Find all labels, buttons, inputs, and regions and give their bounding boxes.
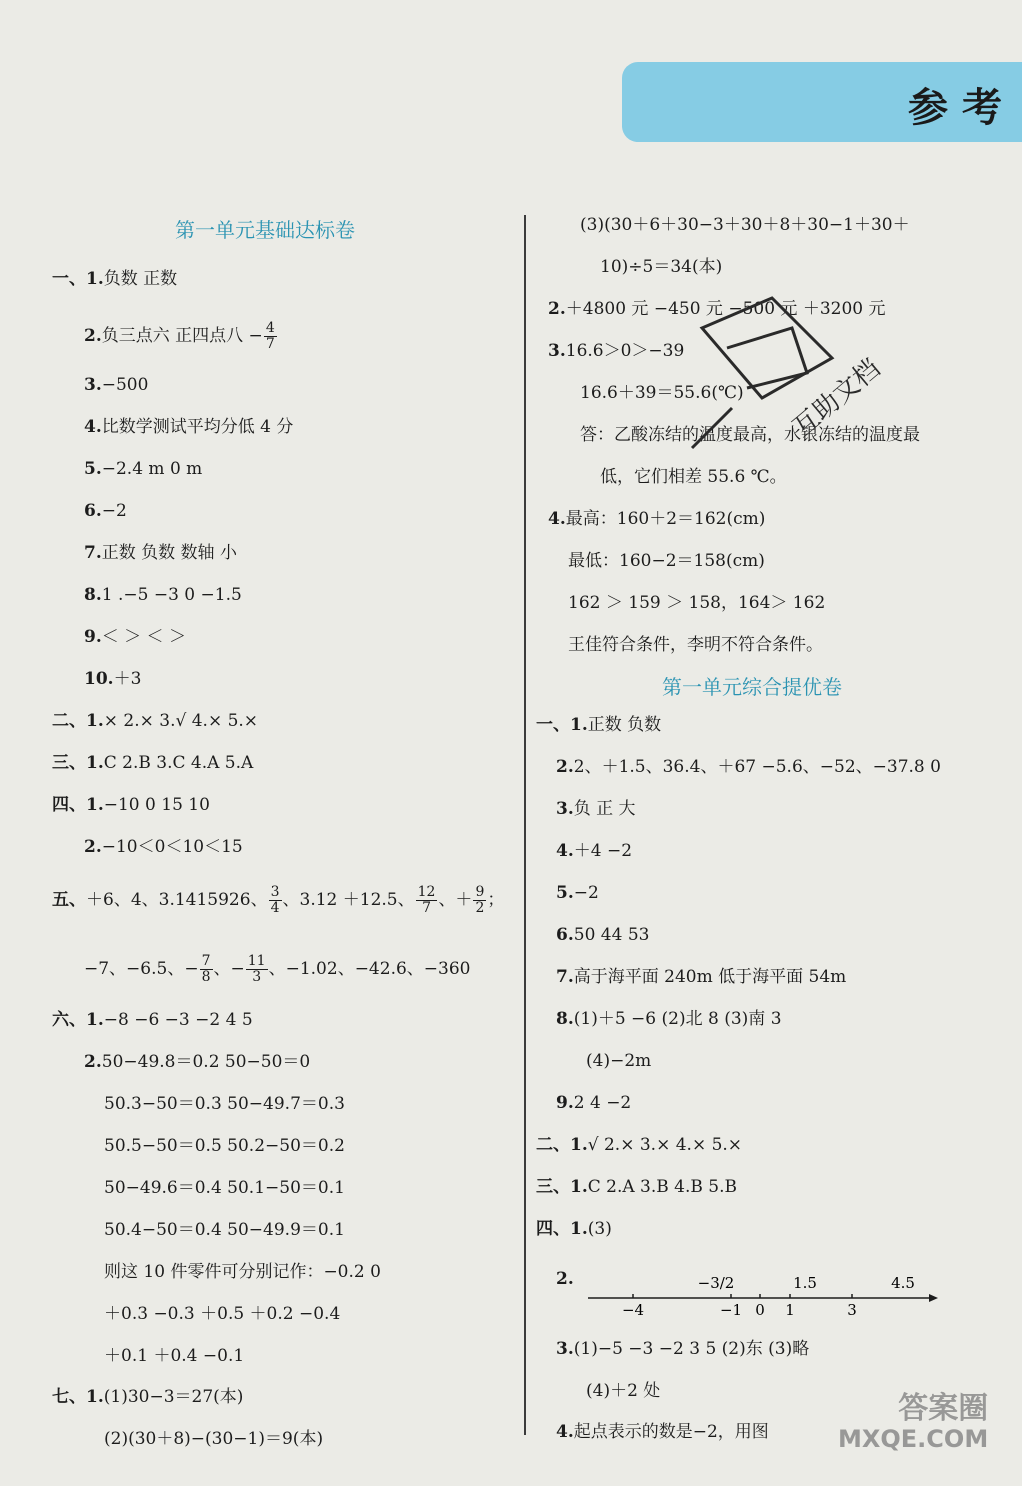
answer-line	[52, 954, 470, 985]
answer-line	[52, 1135, 345, 1157]
answer-text: −10＜0＜10＜15	[101, 837, 243, 857]
answer-text: ；	[487, 890, 505, 910]
answer-line	[548, 550, 765, 572]
fraction-11-3-denominator: 3	[252, 969, 262, 985]
question-number: 1.	[86, 795, 104, 815]
fraction-4-7	[264, 321, 277, 352]
answer-text: 最高：160＋2＝162(cm)	[565, 509, 766, 529]
fraction-12-7-numerator: 12	[417, 884, 436, 900]
answer-text: −2	[101, 501, 127, 521]
answer-line	[536, 1338, 809, 1360]
answer-line	[536, 1176, 737, 1198]
answer-text: 负 正 大	[573, 799, 636, 819]
question-number: 1.	[86, 1010, 104, 1030]
question-number: 3.	[84, 375, 102, 395]
answer-text: (1)30−3＝27(本)	[103, 1387, 244, 1407]
question-number: 3.	[556, 799, 574, 819]
answer-text: √ 2.× 3.× 4.× 5.×	[587, 1135, 743, 1155]
answer-line	[52, 710, 258, 732]
answer-line	[52, 458, 202, 480]
answer-line	[52, 752, 253, 774]
answer-line	[548, 214, 910, 236]
answer-text: (1)−5 −3 −2 3 5 (2)东 (3)略	[573, 1339, 810, 1359]
answer-line	[52, 1261, 381, 1283]
answer-line	[52, 416, 293, 438]
question-number: 2.	[548, 299, 566, 319]
answer-text: 负数 正数	[103, 269, 178, 289]
answer-text: −2	[573, 883, 599, 903]
header-title: 参考	[908, 85, 1016, 131]
question-marker: 七、	[52, 1387, 86, 1407]
answer-text: 50.3−50＝0.3 50−49.7＝0.3	[104, 1094, 345, 1114]
question-number: 3.	[556, 1339, 574, 1359]
answer-text: 50 44 53	[573, 925, 650, 945]
answer-text: −2.4 m 0 m	[101, 459, 203, 479]
answer-line	[52, 1009, 253, 1031]
question-number: 2.	[84, 837, 102, 857]
answer-text: 、−1.02、−42.6、−360	[268, 959, 471, 979]
number-line-label: 0	[755, 1301, 765, 1319]
question-marker: 三、	[52, 753, 86, 773]
answer-text: × 2.× 3.√ 4.× 5.×	[103, 711, 259, 731]
answer-line	[52, 1093, 345, 1115]
fraction-3-4	[269, 885, 282, 916]
answer-text: 负三点六 正四点八 −	[101, 326, 263, 346]
fraction-3-4-numerator: 3	[270, 884, 280, 900]
question-marker: 二、	[52, 711, 86, 731]
answer-line	[536, 756, 941, 778]
answer-line	[52, 836, 243, 858]
answer-line	[52, 500, 127, 522]
answer-line	[52, 885, 504, 916]
answer-text: 162 ＞ 159 ＞ 158，164＞ 162	[568, 593, 826, 613]
question-number: 4.	[84, 417, 102, 437]
answer-text: 2 4 −2	[573, 1093, 632, 1113]
question-number: 6.	[556, 925, 574, 945]
answer-text: 、3.12 ＋12.5、	[282, 890, 415, 910]
answer-text: ＋0.1 ＋0.4 −0.1	[104, 1346, 245, 1366]
answer-text: ＋3	[113, 669, 142, 689]
answer-text: 50−49.8＝0.2 50−50＝0	[101, 1052, 311, 1072]
question-number: 7.	[556, 967, 574, 987]
answer-line	[52, 1345, 244, 1367]
question-number: 1.	[86, 269, 104, 289]
question-number: 1.	[570, 1135, 588, 1155]
answer-text: ＋6、4、3.1415926、	[86, 890, 268, 910]
fraction-7-8	[200, 954, 213, 985]
answer-text: −10 0 15 10	[103, 795, 210, 815]
question-number: 2.	[556, 757, 574, 777]
answer-text: 16.6＞0＞−39	[565, 341, 685, 361]
answer-line	[52, 1219, 345, 1241]
answer-line	[52, 1386, 243, 1408]
answer-text: 50.5−50＝0.5 50.2−50＝0.2	[104, 1136, 345, 1156]
fraction-4-7-numerator: 4	[265, 320, 275, 336]
number-line-label: 1	[785, 1301, 795, 1319]
header-tab	[622, 62, 1022, 142]
number-line-point-label: 4.5	[891, 1274, 915, 1292]
answer-line	[52, 542, 237, 564]
answer-text: 、＋	[438, 890, 473, 910]
question-number: 9.	[556, 1093, 574, 1113]
question-number: 4.	[556, 841, 574, 861]
answer-text: (2)(30＋8)−(30−1)＝9(本)	[104, 1429, 324, 1449]
fraction-12-7-denominator: 7	[422, 900, 431, 916]
answer-text: 1 .−5 −3 0 −1.5	[101, 585, 242, 605]
answer-text: 2、＋1.5、36.4、＋67 −5.6、−52、−37.8 0	[573, 757, 941, 777]
answer-text: −8 −6 −3 −2 4 5	[103, 1010, 253, 1030]
answer-line	[548, 340, 684, 362]
answer-line	[52, 268, 177, 290]
question-number: 5.	[84, 459, 102, 479]
question-number: 4.	[556, 1422, 574, 1442]
question-number: 1.	[86, 711, 104, 731]
answer-text: ＋4800 元 −450 元 −500 元 ＋3200 元	[565, 299, 886, 319]
question-number: 2.	[84, 1052, 102, 1072]
watermark-sub: MXQE.COM	[838, 1425, 989, 1453]
question-number: 4.	[548, 509, 566, 529]
answer-text: 10)÷5＝34(本)	[600, 257, 723, 277]
answer-line	[536, 1218, 612, 1240]
answer-text: ＋4 −2	[573, 841, 633, 861]
question-number: 9.	[84, 627, 102, 647]
answer-line	[52, 1177, 345, 1199]
answer-line	[52, 626, 186, 648]
answer-line	[536, 924, 649, 946]
question-number: 8.	[84, 585, 102, 605]
answer-line	[52, 374, 148, 396]
answer-line	[536, 1134, 742, 1156]
fraction-11-3-numerator: 11	[247, 953, 266, 969]
stamp-text: 互助文档	[787, 353, 887, 444]
answer-line	[52, 794, 210, 816]
question-marker: 二、	[536, 1135, 570, 1155]
answer-line	[52, 584, 242, 606]
answer-text: ＋0.3 −0.3 ＋0.5 ＋0.2 −0.4	[104, 1304, 341, 1324]
answer-line	[536, 1050, 651, 1072]
answer-line	[548, 634, 823, 656]
fraction-9-2-denominator: 2	[475, 900, 485, 916]
fraction-7-8-numerator: 7	[201, 953, 211, 969]
answer-text: 起点表示的数是−2，用图	[573, 1422, 769, 1442]
column-divider	[524, 215, 526, 1435]
fraction-4-7-denominator: 7	[265, 336, 275, 352]
answer-line	[548, 508, 765, 530]
answer-line	[536, 714, 661, 736]
stamp-mark	[672, 288, 887, 478]
answer-text: (3)	[587, 1219, 612, 1239]
left-section-title: 第一单元基础达标卷	[175, 218, 355, 242]
answer-text: 50−49.6＝0.4 50.1−50＝0.1	[104, 1178, 345, 1198]
question-number: 7.	[84, 543, 102, 563]
fraction-7-8-denominator: 8	[201, 969, 211, 985]
question-marker: 三、	[536, 1177, 570, 1197]
answer-text: 最低：160−2＝158(cm)	[568, 551, 765, 571]
question-number: 1.	[570, 1177, 588, 1197]
answer-line	[536, 1092, 631, 1114]
question-number: 8.	[556, 1009, 574, 1029]
answer-line	[536, 882, 599, 904]
answer-text: 答：乙酸冻结的温度最高，水银冻结的温度最	[580, 425, 920, 445]
answer-text: 低，它们相差 55.6 ℃。	[600, 467, 787, 487]
question-marker: 四、	[52, 795, 86, 815]
answer-text: C 2.A 3.B 4.B 5.B	[587, 1177, 738, 1197]
watermark	[838, 1391, 989, 1454]
fraction-9-2-numerator: 9	[475, 884, 485, 900]
answer-line	[52, 1428, 323, 1450]
answer-text: 、−	[213, 959, 245, 979]
answer-text: −500	[101, 375, 149, 395]
answer-line	[52, 321, 278, 352]
answer-text: 则这 10 件零件可分别记作：−0.2 0	[104, 1262, 381, 1282]
answer-text: 高于海平面 240m 低于海平面 54m	[573, 967, 847, 987]
answer-line	[548, 592, 825, 614]
number-line-label: 3	[847, 1301, 857, 1319]
question-number: 2.	[556, 1269, 574, 1289]
number-line-point-label: 1.5	[793, 1274, 817, 1292]
question-number: 5.	[556, 883, 574, 903]
answer-line	[536, 1380, 660, 1402]
answer-line	[536, 840, 632, 862]
answer-text: (1)＋5 −6 (2)北 8 (3)南 3	[573, 1009, 782, 1029]
answer-text: −7、−6.5、−	[84, 959, 199, 979]
answer-line	[52, 1303, 340, 1325]
watermark-main: 答案圈	[898, 1391, 989, 1426]
right-section-title: 第一单元综合提优卷	[662, 675, 842, 699]
answer-text: 16.6＋39＝55.6(℃)	[580, 383, 744, 403]
answer-line	[536, 1008, 782, 1030]
answer-text: (3)(30＋6＋30−3＋30＋8＋30−1＋30＋	[580, 215, 910, 235]
fraction-9-2	[473, 885, 486, 916]
question-marker: 六、	[52, 1010, 86, 1030]
answer-text: 正数 负数 数轴 小	[101, 543, 237, 563]
answer-line	[52, 1051, 310, 1073]
answer-text: 50.4−50＝0.4 50−49.9＝0.1	[104, 1220, 345, 1240]
question-number: 1.	[86, 753, 104, 773]
answer-text: (4)−2m	[586, 1051, 652, 1071]
question-marker: 四、	[536, 1219, 570, 1239]
answer-text: 正数 负数	[587, 715, 662, 735]
answer-text: C 2.B 3.C 4.A 5.A	[103, 753, 254, 773]
number-line-point-label: −3/2	[697, 1274, 735, 1292]
answer-text: 王佳符合条件，李明不符合条件。	[568, 635, 823, 655]
number-line	[588, 1270, 938, 1320]
question-number: 10.	[84, 669, 114, 689]
fraction-12-7	[416, 885, 438, 916]
answer-line	[548, 256, 722, 278]
question-marker: 五、	[52, 890, 86, 910]
question-number: 6.	[84, 501, 102, 521]
fraction-3-4-denominator: 4	[270, 900, 280, 916]
answer-text: 比数学测试平均分低 4 分	[101, 417, 294, 437]
answer-text: (4)＋2 处	[586, 1381, 661, 1401]
question-marker: 一、	[536, 715, 570, 735]
answer-line	[52, 668, 141, 690]
question-number: 2.	[84, 326, 102, 346]
answer-line	[536, 1421, 769, 1443]
question-number: 1.	[570, 1219, 588, 1239]
answer-text: ＜ ＞ ＜ ＞	[101, 627, 186, 647]
question-marker: 一、	[52, 269, 86, 289]
number-line-label: −1	[719, 1301, 743, 1319]
answer-line	[536, 1268, 574, 1290]
answer-line	[536, 966, 846, 988]
question-number: 1.	[570, 715, 588, 735]
answer-line	[536, 798, 636, 820]
question-number: 3.	[548, 341, 566, 361]
question-number: 1.	[86, 1387, 104, 1407]
fraction-11-3	[246, 954, 268, 985]
number-line-label: −4	[621, 1301, 645, 1319]
